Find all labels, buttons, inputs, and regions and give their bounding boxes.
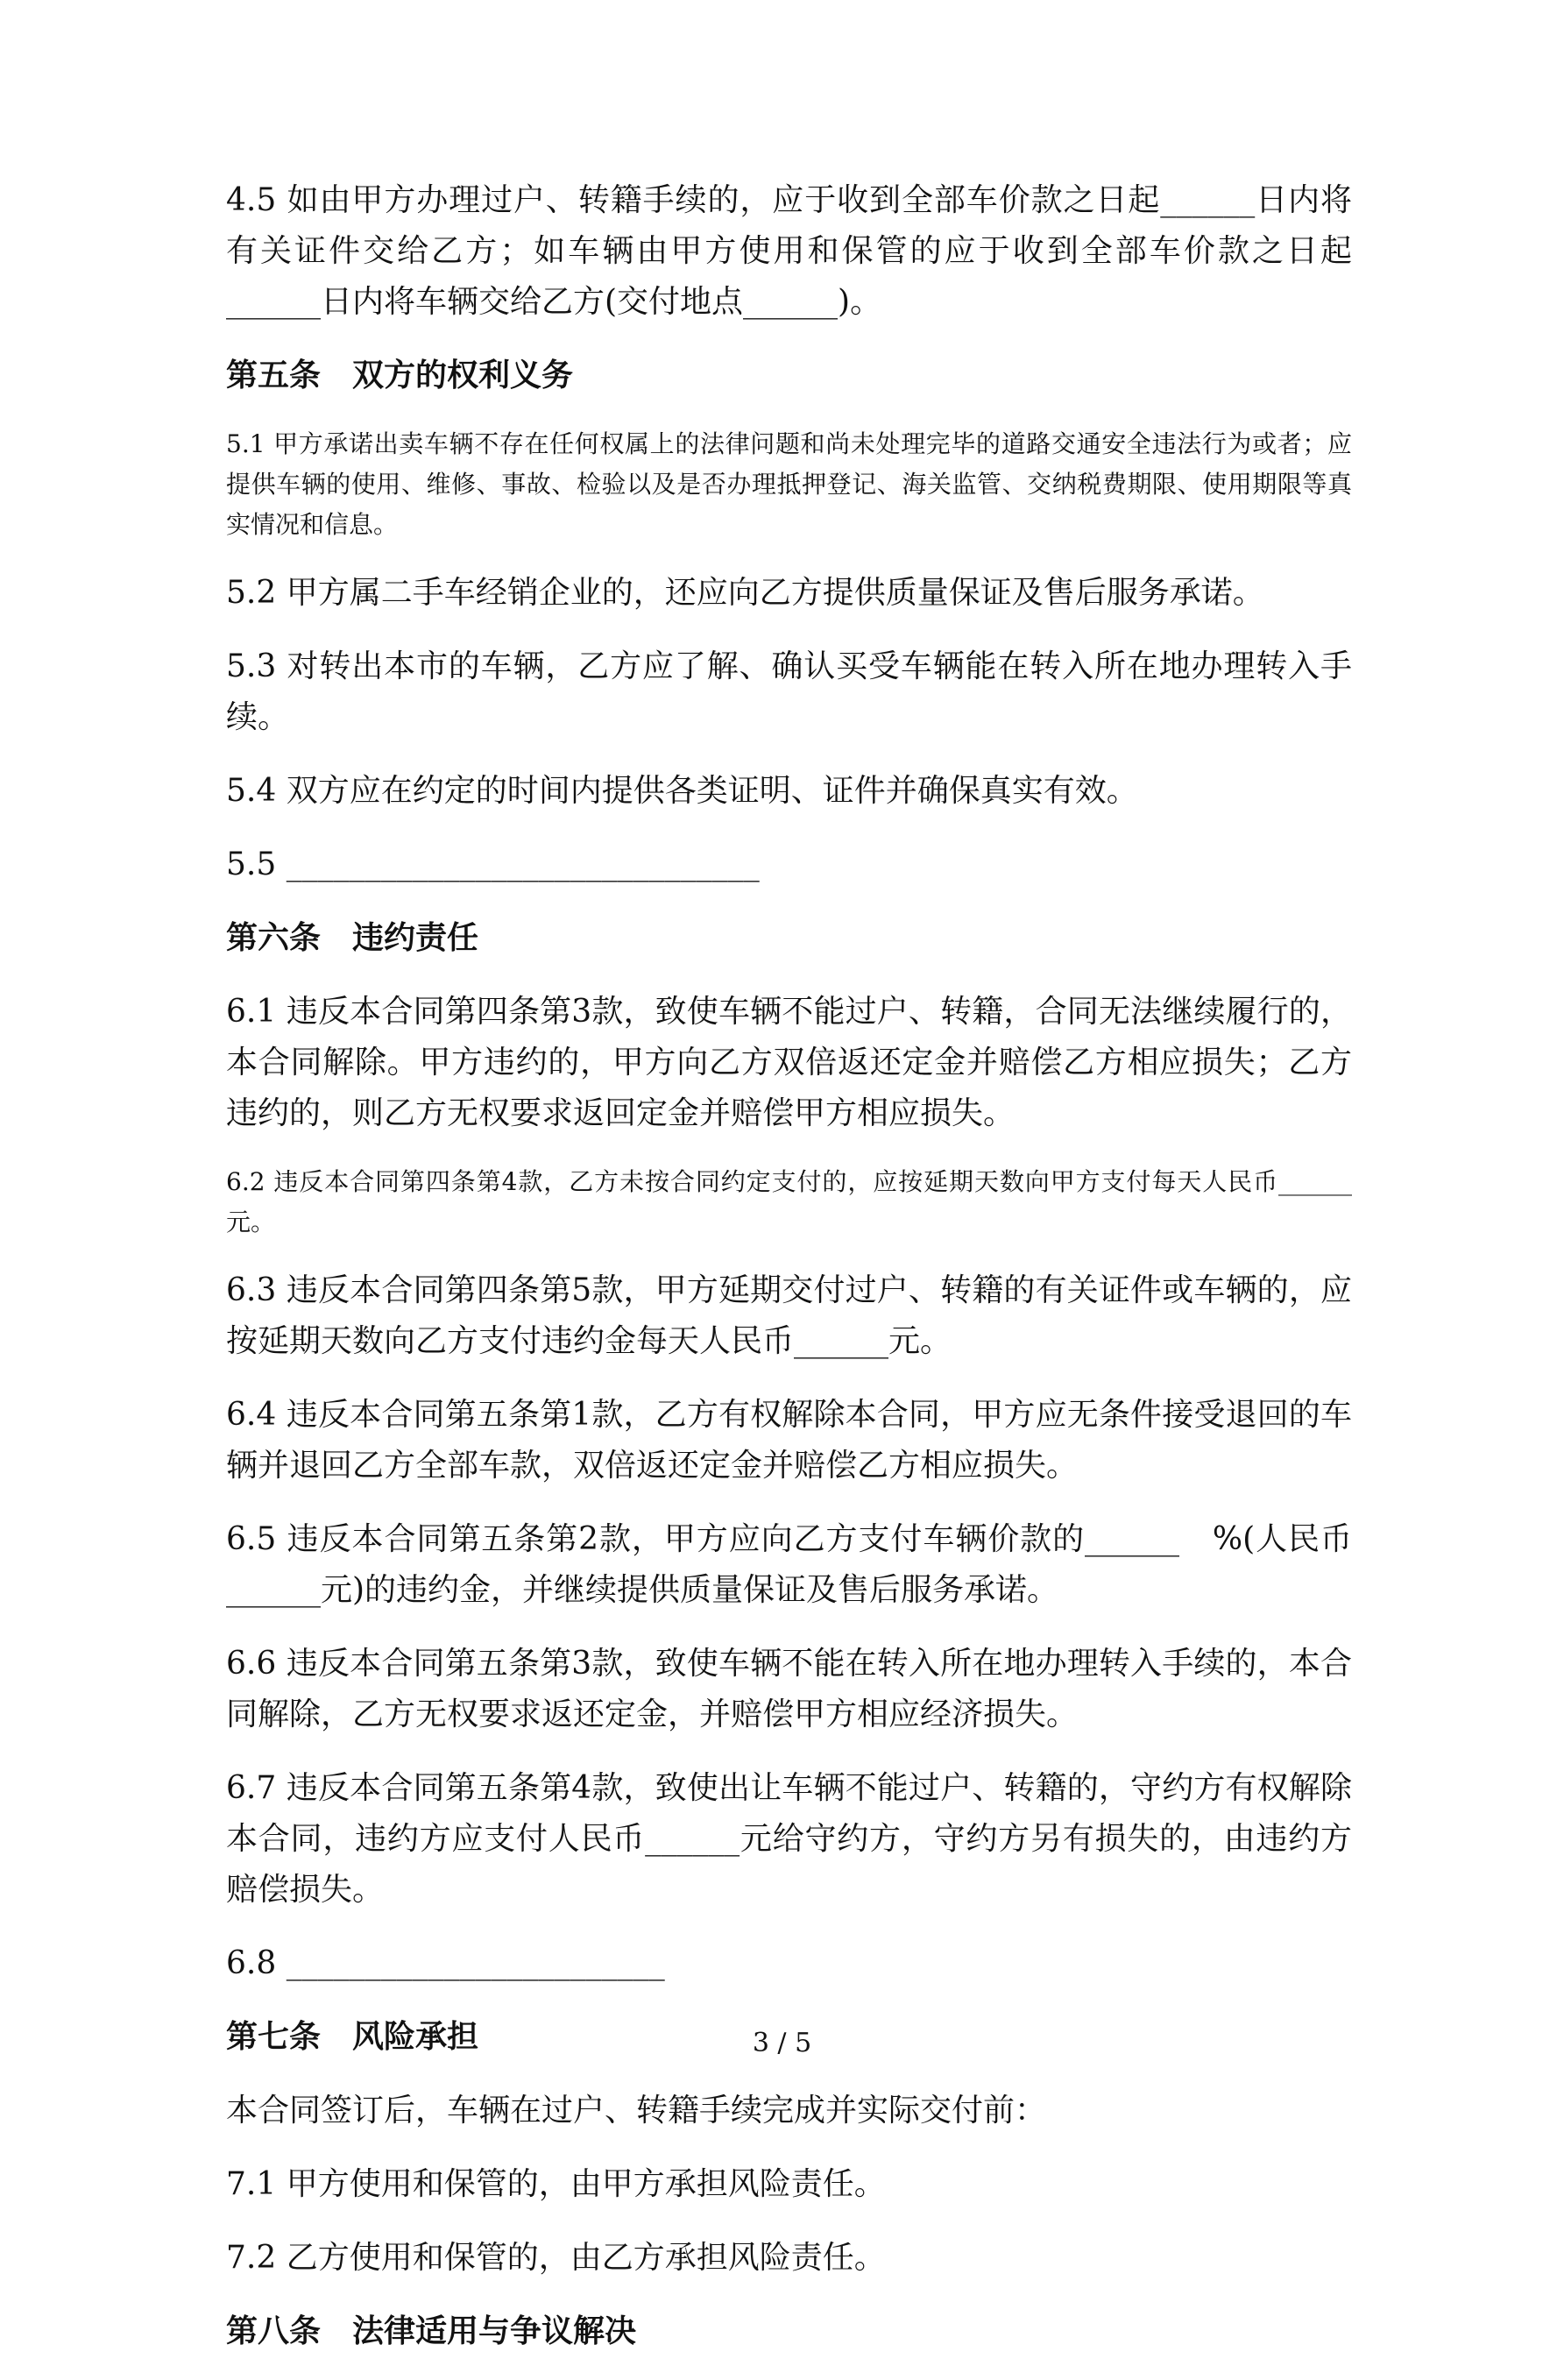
clause-5-4: 5.4 双方应在约定的时间内提供各类证明、证件并确保真实有效。 [226,773,1138,809]
clause-7-2: 7.2 乙方使用和保管的，由乙方承担风险责任。 [226,2240,886,2276]
article-5-heading: 第五条 双方的权利义务 [226,358,574,393]
clause-5-3: 5.3 对转出本市的车辆，乙方应了解、确认买受车辆能在转入所在地办理转入手续。 [226,648,1352,735]
article-6-heading: 第六条 违约责任 [226,920,479,956]
clause-4-5: 4.5 如由甲方办理过户、转籍手续的，应于收到全部车价款之日起______日内将有关证件交给乙方；如车辆由甲方使用和保管的应于收到全部车价款之日起______日内将车辆交给乙方(交付地点______)。 [226,182,1352,320]
clause-6-7: 6.7 违反本合同第五条第4款，致使出让车辆不能过户、转籍的，守约方有权解除本合同，违约方应支付人民币______元给守约方，守约方另有损失的，由违约方赔偿损失。 [226,1770,1352,1908]
article-7-intro: 本合同签订后，车辆在过户、转籍手续完成并实际交付前： [226,2093,1047,2129]
clause-6-5: 6.5 违反本合同第五条第2款，甲方应向乙方支付车辆价款的______ %(人民币______元)的违约金，并继续提供质量保证及售后服务承诺。 [226,1521,1352,1608]
clause-6-8: 6.8 ________________________ [226,1945,665,1981]
clause-6-3: 6.3 违反本合同第四条第5款，甲方延期交付过户、转籍的有关证件或车辆的，应按延期天数向乙方支付违约金每天人民币______元。 [226,1272,1352,1359]
clause-6-6: 6.6 违反本合同第五条第3款，致使车辆不能在转入所在地办理转入手续的，本合同解除，乙方无权要求返还定金，并赔偿甲方相应经济损失。 [226,1646,1352,1732]
article-8-heading: 第八条 法律适用与争议解决 [226,2313,637,2349]
clause-6-4: 6.4 违反本合同第五条第1款，乙方有权解除本合同，甲方应无条件接受退回的车辆并退回乙方全部车款，双倍返还定金并赔偿乙方相应损失。 [226,1397,1352,1484]
clause-6-1: 6.1 违反本合同第四条第3款，致使车辆不能过户、转籍，合同无法继续履行的，本合同解除。甲方违约的，甲方向乙方双倍返还定金并赔偿乙方相应损失；乙方违约的，则乙方无权要求返回定金并赔偿甲方相应损失。 [226,994,1352,1131]
page-number: 3 / 5 [752,2028,812,2058]
clause-5-5: 5.5 ______________________________ [226,846,760,882]
clause-5-2: 5.2 甲方属二手车经销企业的，还应向乙方提供质量保证及售后服务承诺。 [226,575,1264,611]
clause-6-2: 6.2 违反本合同第四条第4款，乙方未按合同约定支付的，应按延期天数向甲方支付每天人民币______元。 [226,1167,1352,1236]
clause-7-1: 7.1 甲方使用和保管的，由甲方承担风险责任。 [226,2166,886,2202]
article-7-heading: 第七条 风险承担 [226,2019,479,2055]
clause-5-1: 5.1 甲方承诺出卖车辆不存在任何权属上的法律问题和尚未处理完毕的道路交通安全违法行为或者；应提供车辆的使用、维修、事故、检验以及是否办理抵押登记、海关监管、交纳税费期限、使用期限等真实情况和信息。 [226,429,1352,539]
